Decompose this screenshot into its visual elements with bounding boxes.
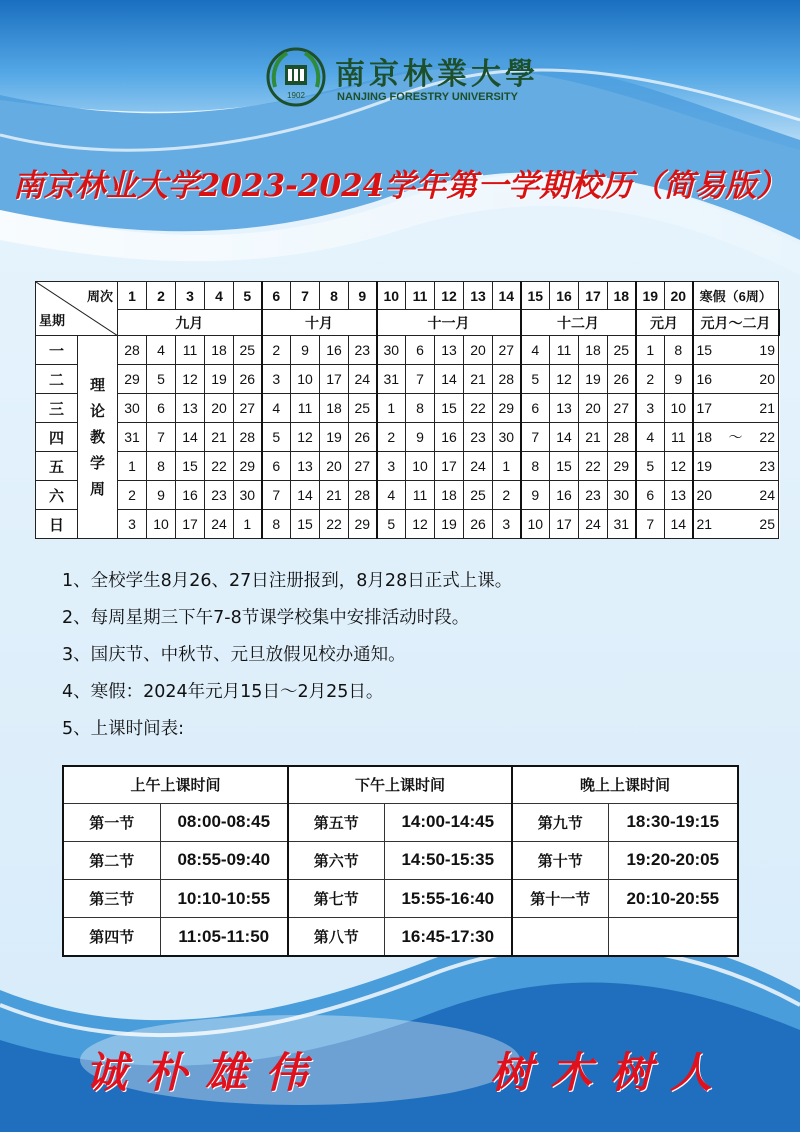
date-cell: 4 — [262, 394, 291, 423]
date-cell: 7 — [521, 423, 550, 452]
winter-date-cell: 19 — [750, 336, 779, 365]
week-number: 15 — [521, 282, 550, 310]
period-name: 第九节 — [512, 803, 608, 841]
period-time: 15:55-16:40 — [384, 880, 512, 918]
class-schedule-table — [62, 765, 739, 957]
teaching-weeks-char: 教 — [89, 428, 105, 446]
period-name: 第一节 — [63, 803, 160, 841]
winter-date-cell: 15 — [693, 336, 722, 365]
date-cell: 11 — [291, 394, 320, 423]
motto-left: 诚朴雄伟 — [85, 1048, 326, 1097]
date-cell: 23 — [349, 336, 377, 365]
date-cell: 29 — [493, 394, 521, 423]
date-cell: 5 — [262, 423, 291, 452]
week-number: 7 — [291, 282, 320, 310]
date-cell: 28 — [234, 423, 262, 452]
period-time: 20:10-20:55 — [608, 880, 738, 918]
date-cell: 7 — [406, 365, 435, 394]
winter-date-cell: 16 — [693, 365, 722, 394]
date-cell: 10 — [521, 510, 550, 539]
date-cell: 31 — [377, 365, 406, 394]
date-cell: 21 — [205, 423, 234, 452]
seal-year: 1902 — [287, 91, 305, 100]
date-cell: 2 — [118, 481, 147, 510]
teaching-weeks-char: 论 — [89, 402, 105, 420]
date-cell: 22 — [205, 452, 234, 481]
week-number: 12 — [435, 282, 464, 310]
date-cell: 9 — [665, 365, 693, 394]
month-label: 九月 — [118, 310, 262, 336]
date-cell: 2 — [377, 423, 406, 452]
date-cell: 13 — [291, 452, 320, 481]
date-cell: 6 — [636, 481, 665, 510]
note-item: 3、国庆节、中秋节、元旦放假见校办通知。 — [62, 645, 406, 665]
date-cell: 31 — [608, 510, 636, 539]
week-number: 8 — [320, 282, 349, 310]
date-cell: 26 — [349, 423, 377, 452]
date-cell: 14 — [291, 481, 320, 510]
date-cell: 3 — [636, 394, 665, 423]
date-cell: 2 — [493, 481, 521, 510]
period-name: 第八节 — [288, 918, 384, 956]
date-cell: 30 — [377, 336, 406, 365]
note-item: 2、每周星期三下午7-8节课学校集中安排活动时段。 — [62, 608, 470, 628]
week-number: 1 — [118, 282, 147, 310]
date-cell: 10 — [665, 394, 693, 423]
date-cell: 17 — [550, 510, 579, 539]
period-time: 10:10-10:55 — [160, 880, 288, 918]
date-cell: 8 — [665, 336, 693, 365]
date-cell: 17 — [176, 510, 205, 539]
university-name-en: NANJING FORESTRY UNIVERSITY — [337, 91, 518, 103]
winter-date-cell: 24 — [750, 481, 779, 510]
date-cell: 8 — [147, 452, 176, 481]
date-cell: 16 — [435, 423, 464, 452]
date-cell: 31 — [118, 423, 147, 452]
date-cell: 28 — [493, 365, 521, 394]
period-name: 第五节 — [288, 803, 384, 841]
date-cell: 18 — [320, 394, 349, 423]
date-cell: 16 — [550, 481, 579, 510]
teaching-weeks-label — [78, 336, 118, 539]
date-cell: 16 — [320, 336, 349, 365]
winter-date-cell — [722, 394, 750, 423]
date-cell: 15 — [176, 452, 205, 481]
date-cell: 8 — [262, 510, 291, 539]
winter-date-cell — [722, 510, 750, 539]
winter-date-cell: ～ — [722, 423, 750, 452]
period-time: 16:45-17:30 — [384, 918, 512, 956]
date-cell: 27 — [608, 394, 636, 423]
week-number: 4 — [205, 282, 234, 310]
date-cell: 29 — [349, 510, 377, 539]
winter-date-cell — [722, 481, 750, 510]
period-name: 第三节 — [63, 880, 160, 918]
date-cell: 14 — [176, 423, 205, 452]
month-label: 十二月 — [521, 310, 636, 336]
date-cell: 12 — [406, 510, 435, 539]
period-name: 第四节 — [63, 918, 160, 956]
date-cell: 18 — [435, 481, 464, 510]
weekday-label: 五 — [36, 452, 78, 481]
date-cell: 12 — [665, 452, 693, 481]
weekday-label: 日 — [36, 510, 78, 539]
period-time: 19:20-20:05 — [608, 841, 738, 879]
date-cell: 8 — [406, 394, 435, 423]
date-cell: 5 — [636, 452, 665, 481]
period-name: 第二节 — [63, 841, 160, 879]
date-cell: 20 — [579, 394, 608, 423]
note-item: 1、全校学生8月26、27日注册报到，8月28日正式上课。 — [62, 571, 513, 591]
university-seal-icon — [265, 47, 327, 107]
date-cell: 28 — [118, 336, 147, 365]
weekday-label: 二 — [36, 365, 78, 394]
week-number: 14 — [493, 282, 521, 310]
period-name: 第十节 — [512, 841, 608, 879]
date-cell: 2 — [262, 336, 291, 365]
date-cell: 18 — [205, 336, 234, 365]
winter-date-cell: 21 — [750, 394, 779, 423]
date-cell: 4 — [636, 423, 665, 452]
date-cell: 25 — [349, 394, 377, 423]
date-cell: 1 — [636, 336, 665, 365]
university-logo — [265, 47, 540, 107]
winter-date-cell: 18 — [693, 423, 722, 452]
date-cell: 5 — [521, 365, 550, 394]
date-cell: 5 — [147, 365, 176, 394]
week-number: 9 — [349, 282, 377, 310]
winter-date-cell — [722, 336, 750, 365]
date-cell: 9 — [291, 336, 320, 365]
date-cell: 23 — [579, 481, 608, 510]
week-number: 19 — [636, 282, 665, 310]
calendar-corner-cell — [36, 282, 118, 336]
date-cell: 15 — [291, 510, 320, 539]
weekday-label: 一 — [36, 336, 78, 365]
date-cell: 28 — [608, 423, 636, 452]
date-cell: 6 — [262, 452, 291, 481]
notes-list — [62, 567, 512, 752]
date-cell: 10 — [406, 452, 435, 481]
winter-date-cell — [722, 452, 750, 481]
date-cell: 21 — [464, 365, 493, 394]
date-cell: 28 — [349, 481, 377, 510]
date-cell: 26 — [608, 365, 636, 394]
period-name — [512, 918, 608, 956]
date-cell: 9 — [406, 423, 435, 452]
date-cell: 1 — [377, 394, 406, 423]
date-cell: 13 — [435, 336, 464, 365]
date-cell: 25 — [234, 336, 262, 365]
date-cell: 27 — [234, 394, 262, 423]
date-cell: 26 — [234, 365, 262, 394]
date-cell: 23 — [205, 481, 234, 510]
week-number: 3 — [176, 282, 205, 310]
week-number: 6 — [262, 282, 291, 310]
winter-date-cell: 23 — [750, 452, 779, 481]
date-cell: 3 — [118, 510, 147, 539]
period-time: 08:55-09:40 — [160, 841, 288, 879]
winter-date-cell: 20 — [750, 365, 779, 394]
date-cell: 7 — [262, 481, 291, 510]
date-cell: 7 — [147, 423, 176, 452]
month-label: 十一月 — [377, 310, 521, 336]
week-number: 20 — [665, 282, 693, 310]
date-cell: 29 — [234, 452, 262, 481]
winter-date-cell: 21 — [693, 510, 722, 539]
month-label: 元月～二月 — [693, 310, 779, 336]
period-name: 第六节 — [288, 841, 384, 879]
date-cell: 22 — [579, 452, 608, 481]
date-cell: 22 — [320, 510, 349, 539]
weekday-label: 三 — [36, 394, 78, 423]
date-cell: 2 — [636, 365, 665, 394]
date-cell: 13 — [665, 481, 693, 510]
date-cell: 6 — [147, 394, 176, 423]
date-cell: 29 — [118, 365, 147, 394]
corner-week-label: 周次 — [86, 289, 113, 304]
date-cell: 18 — [579, 336, 608, 365]
date-cell: 3 — [377, 452, 406, 481]
date-cell: 17 — [435, 452, 464, 481]
winter-date-cell: 25 — [750, 510, 779, 539]
month-label: 元月 — [636, 310, 693, 336]
date-cell: 19 — [320, 423, 349, 452]
date-cell: 21 — [579, 423, 608, 452]
school-calendar-table — [35, 281, 780, 539]
date-cell: 27 — [493, 336, 521, 365]
date-cell: 12 — [550, 365, 579, 394]
date-cell: 8 — [521, 452, 550, 481]
motto-right: 树木树人 — [490, 1048, 731, 1097]
week-number: 16 — [550, 282, 579, 310]
date-cell: 20 — [205, 394, 234, 423]
week-number: 11 — [406, 282, 435, 310]
note-item: 4、寒假：2024年元月15日～2月25日。 — [62, 682, 384, 702]
period-time: 14:00-14:45 — [384, 803, 512, 841]
date-cell: 30 — [493, 423, 521, 452]
date-cell: 24 — [349, 365, 377, 394]
period-time — [608, 918, 738, 956]
week-number: 10 — [377, 282, 406, 310]
date-cell: 19 — [579, 365, 608, 394]
week-number: 17 — [579, 282, 608, 310]
date-cell: 3 — [262, 365, 291, 394]
date-cell: 16 — [176, 481, 205, 510]
date-cell: 1 — [118, 452, 147, 481]
date-cell: 9 — [147, 481, 176, 510]
date-cell: 1 — [493, 452, 521, 481]
teaching-weeks-char: 周 — [89, 480, 105, 498]
period-time: 08:00-08:45 — [160, 803, 288, 841]
date-cell: 4 — [147, 336, 176, 365]
date-cell: 11 — [665, 423, 693, 452]
date-cell: 19 — [205, 365, 234, 394]
teaching-weeks-text — [78, 372, 117, 502]
date-cell: 5 — [377, 510, 406, 539]
date-cell: 10 — [147, 510, 176, 539]
date-cell: 17 — [320, 365, 349, 394]
date-cell: 11 — [550, 336, 579, 365]
date-cell: 30 — [608, 481, 636, 510]
schedule-header: 下午上课时间 — [288, 766, 512, 803]
date-cell: 29 — [608, 452, 636, 481]
period-time: 18:30-19:15 — [608, 803, 738, 841]
month-label: 十月 — [262, 310, 377, 336]
note-item: 5、上课时间表: — [62, 719, 185, 739]
week-number: 2 — [147, 282, 176, 310]
date-cell: 24 — [205, 510, 234, 539]
date-cell: 27 — [349, 452, 377, 481]
date-cell: 6 — [406, 336, 435, 365]
date-cell: 11 — [176, 336, 205, 365]
winter-break-label: 寒假（6周） — [693, 282, 779, 310]
date-cell: 9 — [521, 481, 550, 510]
date-cell: 23 — [464, 423, 493, 452]
date-cell: 24 — [579, 510, 608, 539]
teaching-weeks-char: 学 — [89, 454, 105, 472]
teaching-weeks-char: 理 — [89, 376, 105, 394]
date-cell: 7 — [636, 510, 665, 539]
corner-day-label: 星期 — [39, 313, 66, 328]
week-number: 18 — [608, 282, 636, 310]
date-cell: 15 — [550, 452, 579, 481]
date-cell: 30 — [234, 481, 262, 510]
date-cell: 14 — [550, 423, 579, 452]
date-cell: 3 — [493, 510, 521, 539]
date-cell: 25 — [608, 336, 636, 365]
period-name: 第十一节 — [512, 880, 608, 918]
date-cell: 14 — [665, 510, 693, 539]
winter-date-cell — [722, 365, 750, 394]
date-cell: 15 — [435, 394, 464, 423]
weekday-label: 六 — [36, 481, 78, 510]
date-cell: 24 — [464, 452, 493, 481]
date-cell: 21 — [320, 481, 349, 510]
winter-date-cell: 17 — [693, 394, 722, 423]
date-cell: 22 — [464, 394, 493, 423]
date-cell: 13 — [176, 394, 205, 423]
date-cell: 12 — [176, 365, 205, 394]
period-time: 14:50-15:35 — [384, 841, 512, 879]
date-cell: 26 — [464, 510, 493, 539]
date-cell: 10 — [291, 365, 320, 394]
week-number: 13 — [464, 282, 493, 310]
page-title: 南京林业大学2023-2024学年第一学期校历（简易版） — [12, 168, 788, 204]
winter-date-cell: 19 — [693, 452, 722, 481]
date-cell: 12 — [291, 423, 320, 452]
date-cell: 4 — [521, 336, 550, 365]
winter-date-cell: 20 — [693, 481, 722, 510]
date-cell: 4 — [377, 481, 406, 510]
schedule-header: 晚上上课时间 — [512, 766, 738, 803]
date-cell: 1 — [234, 510, 262, 539]
winter-date-cell: 22 — [750, 423, 779, 452]
schedule-header: 上午上课时间 — [63, 766, 288, 803]
date-cell: 6 — [521, 394, 550, 423]
period-name: 第七节 — [288, 880, 384, 918]
date-cell: 30 — [118, 394, 147, 423]
period-time: 11:05-11:50 — [160, 918, 288, 956]
week-number: 5 — [234, 282, 262, 310]
university-name-cn: 南京林業大學 — [335, 57, 539, 92]
weekday-label: 四 — [36, 423, 78, 452]
date-cell: 19 — [435, 510, 464, 539]
date-cell: 11 — [406, 481, 435, 510]
date-cell: 20 — [320, 452, 349, 481]
date-cell: 20 — [464, 336, 493, 365]
date-cell: 14 — [435, 365, 464, 394]
date-cell: 13 — [550, 394, 579, 423]
date-cell: 25 — [464, 481, 493, 510]
